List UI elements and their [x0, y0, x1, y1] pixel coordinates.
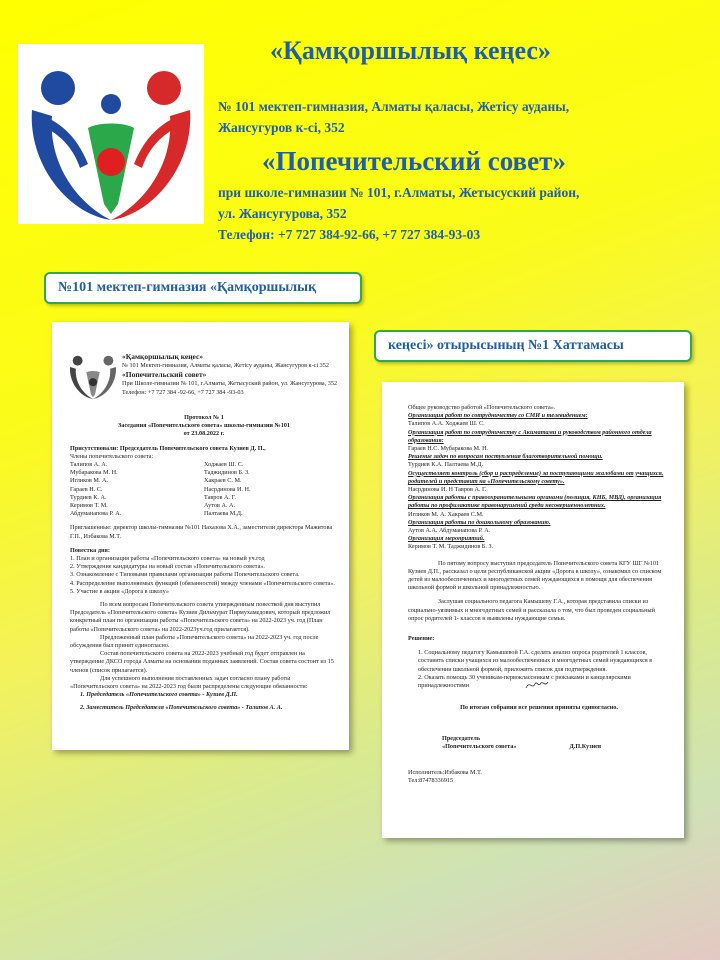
agenda-list [70, 555, 338, 596]
member-name: Гараев Н. С. [70, 485, 103, 493]
executor-phone: Тел:87478336915 [408, 777, 454, 785]
doc2-names: Насрдинова И. Н Тавров А. Г. [408, 486, 487, 494]
paragraph: По всем вопросам Попечительского совета утвержденным повесткой дня выступил Председатель «Попечительского совета» Кузиев Дильмурат Пирмухамедович, который предложил конкретный план по организации работы «Попечительского совета» на 2022-2023 уч. год (План работы «Попечительского совета» на 2022-2023уч.год прилагается). [70, 601, 331, 633]
doc2-heading: Организация работ по сотрудничеству с Акиматами и руководством районного отдела образования: [408, 428, 652, 444]
member-row [70, 494, 338, 502]
chair-name: Д.П.Кузиев [569, 742, 602, 750]
doc-org-kz: «Қамқоршылық кеңес» [122, 352, 204, 361]
unanimous-line: По итогам собрания все решения приняты единогласно. [460, 704, 618, 712]
agenda-item: 4. Распределение выполняемых функций (обязанностей) между членами «Попечительского совета». [70, 579, 335, 587]
banner-right: кеңесі» отырысының №1 Хаттамасы [374, 330, 692, 362]
member-row [70, 486, 338, 494]
doc2-names: Керимов Т. М. Таджидинов Б. З. [408, 543, 494, 551]
paragraph: Состав попечительского совета на 2022-2023 учебный год будет отправлен на утверждение ДКСО города Алматы на основании поданных заявлений. Состав совета состоит из 15 членов (список прилагается). [70, 650, 334, 674]
decision-item: 1. Социальному педагогу Камышевой Г.А. сделать анализ опроса родителей 1 классов, составить списки учащихся из малообеспеченных и многодетных семей нуждающихся в обеспечении школьной формой, приложить список для подтверждения. [418, 649, 653, 673]
protocol-number: Протокол № 1 [184, 414, 224, 421]
doc2-body [408, 404, 670, 785]
member-name: Керимов Т. М. [70, 502, 108, 510]
meeting-date: от 23.08.2022 г. [183, 430, 225, 438]
doc-logo-icon [66, 346, 120, 402]
agenda-item: 2. Утверждение кандидатуры на новый состав «Попечительского совета». [70, 563, 265, 571]
present-line: Присутствовали: Председатель Попечительского совета Кузиев Д. П., [70, 444, 266, 452]
doc2-heading: Организация работы по дошкольному образованию. [408, 518, 551, 526]
logo [18, 44, 204, 224]
member-name: Турдиев К. А. [70, 493, 107, 501]
agenda-item: 1. План и организация работы «Попечительского совета» на новый уч.год [70, 555, 265, 563]
chair-line [442, 743, 670, 751]
member-name: Мубаракова М. Н. [70, 469, 118, 477]
member-name: Хакраев С. М. [204, 477, 242, 485]
member-row [70, 477, 338, 485]
title-kz: «Қамқоршылық кеңес» [270, 36, 551, 65]
doc2-line: Общее руководство работой «Попечительского совета». [408, 404, 556, 411]
decision-title: Решение: [408, 635, 435, 643]
address-kz-line: Жансугуров к-сі, 352 [218, 120, 345, 135]
doc2-heading: Осуществляет контроль (сбор и распределение) за поступающими жалобами от учащихся, родителей и представит на «Попечительскому совету». [408, 469, 664, 485]
executor: Исполнитель:Избакова М.Т. [408, 768, 482, 776]
member-row [70, 502, 338, 510]
address-ru-line: ул. Жансугурова, 352 [218, 206, 347, 221]
agenda-title: Повестка дня: [70, 546, 110, 554]
member-row [70, 461, 338, 469]
phone: Телефон: +7 727 384-92-66, +7 727 384-93-03 [218, 227, 481, 242]
members-list [70, 461, 338, 518]
doc2-names: Гараев Н.С. Мубаракова М. Н. [408, 445, 489, 453]
address-kz-line: № 101 мектеп-гимназия, Алматы қаласы, Жетісу ауданы, [218, 99, 570, 114]
member-name: Тавров А. Г. [204, 493, 236, 501]
doc2-heading: Организация работ по сотрудничеству со СМИ и телевидением: [408, 412, 588, 420]
doc2-names: Турдиев К.А. Палтаева М.Д. [408, 461, 484, 469]
member-name: Ходжаев Ш. С. [204, 461, 244, 469]
paragraph: Предложенный план работы «Попечительского совета» на 2022-2023 уч. год после обсуждения был принят единогласно. [70, 633, 319, 650]
member-name: Насрдинова И. Н. [204, 485, 251, 493]
paragraph: Заслушав социального педагога Камышеву Г.А., которая представила списки из социально-уязвимых и многодетных семей и рассказала о том, что был проведен социальный опрос родителей 1- классов и выявлены нуждающие семьи. [408, 598, 655, 622]
address-ru-line: при школе-гимназии № 101, г.Алматы, Жетысуский район, [218, 185, 580, 200]
doc-header [122, 352, 342, 397]
member-name: Абдуманапова Р. А. [70, 510, 122, 518]
doc2-heading: Решение задач по вопросам поступления благотворительной помощи. [408, 453, 603, 461]
doc2-names: Игликов М. А. Хакраев С.М. [408, 510, 484, 518]
member-name: Таджидинов Б. З. [204, 469, 250, 477]
member-name: Игликов М. А. [70, 477, 108, 485]
doc-org-kz-addr: № 101 Мектеп-гимназия, Алматы қаласы, Жетісу ауданы, Жансугуров к-сі 352 [122, 362, 329, 369]
address-kz [218, 96, 569, 138]
doc-org-ru-addr: При Школе-гимназии № 101, г.Алматы, Жетысуский район, ул. Жансугурова, 352 [122, 380, 338, 387]
title-ru: «Попечительский совет» [262, 146, 566, 176]
doc1-body [70, 414, 338, 712]
agenda-item: 5. Участие в акции «Дорога в школу» [70, 587, 169, 595]
doc2-names: Аутов А.А. Абдуманапова Р. А. [408, 527, 491, 535]
member-name: Талипов А. А. [70, 461, 108, 469]
chair-title: Председатель [442, 734, 481, 742]
chair-org: «Попечительского совета» [442, 742, 517, 750]
paragraph: По пятому вопросу выступил председатель Попечительского совета КГУ ШГ №101 Кузиев Д.П., рассказал о цели республиканской акции «Дорога в школу», ознакомил со списком детей из малообеспеченных и многодетных семей нуждающихся в помощи для обеспечения школьной формой и школьной принадлежностью. [408, 559, 662, 592]
doc2-heading: Организация работы с правоохранительными органами (полиция, КНБ, МВД), организация работы по профилактике правонарушений среди несовершеннолетних. [408, 494, 662, 510]
doc-org-ru: «Попечительский совет» [122, 370, 207, 379]
protocol-page-1 [52, 322, 349, 750]
agenda-item: 3. Ознакомление с Типовыми правилами организации работы Попечительского совета. [70, 571, 300, 579]
doc2-heading: Организация мероприятий. [408, 535, 485, 543]
paragraph: Для успешного выполнения поставленных задач согласно плану работы «Попечительского совета» на 2022-2023 год были распределены следующие обязанности: [70, 674, 308, 691]
member-name: Аутов А. А. [204, 502, 236, 510]
member-row [70, 510, 338, 518]
doc2-names: Талипов А.А. Ходжаев Ш. С. [408, 420, 485, 428]
duty-line: 2. Заместитель Председателя «Попечительского совета» - Талипов А. А. [80, 703, 283, 711]
members-label: Члены попечительского совета: [70, 452, 154, 460]
member-name: Палтаева М.Д. [204, 510, 243, 518]
banner-left: №101 мектеп-гимназия «Қамқоршылық [44, 272, 362, 304]
meeting-title: Заседания «Попечительского совета» школы-гимназии №101 [117, 422, 291, 430]
invited-line: Приглашенные: директор школы-гимназии №101 Нахазова Х.А., заместители директора Мажитова Г.П., Избакова М.Т. [70, 524, 333, 540]
decision-item: 2. Оказать помощь 30 ученикам-первоклассникам с рюкзаками и канцелярскими принадлежностями [418, 673, 631, 690]
duty-line: 1. Председатель «Попечительского совета» - Кузиев Д.П. [80, 691, 238, 699]
address-ru [218, 182, 579, 245]
doc-phone: Телефон: +7 727 384 -92-66, +7 727 384 -93-03 [122, 389, 244, 396]
member-row [70, 469, 338, 477]
signature-icon [524, 678, 550, 692]
protocol-page-2 [382, 382, 684, 838]
